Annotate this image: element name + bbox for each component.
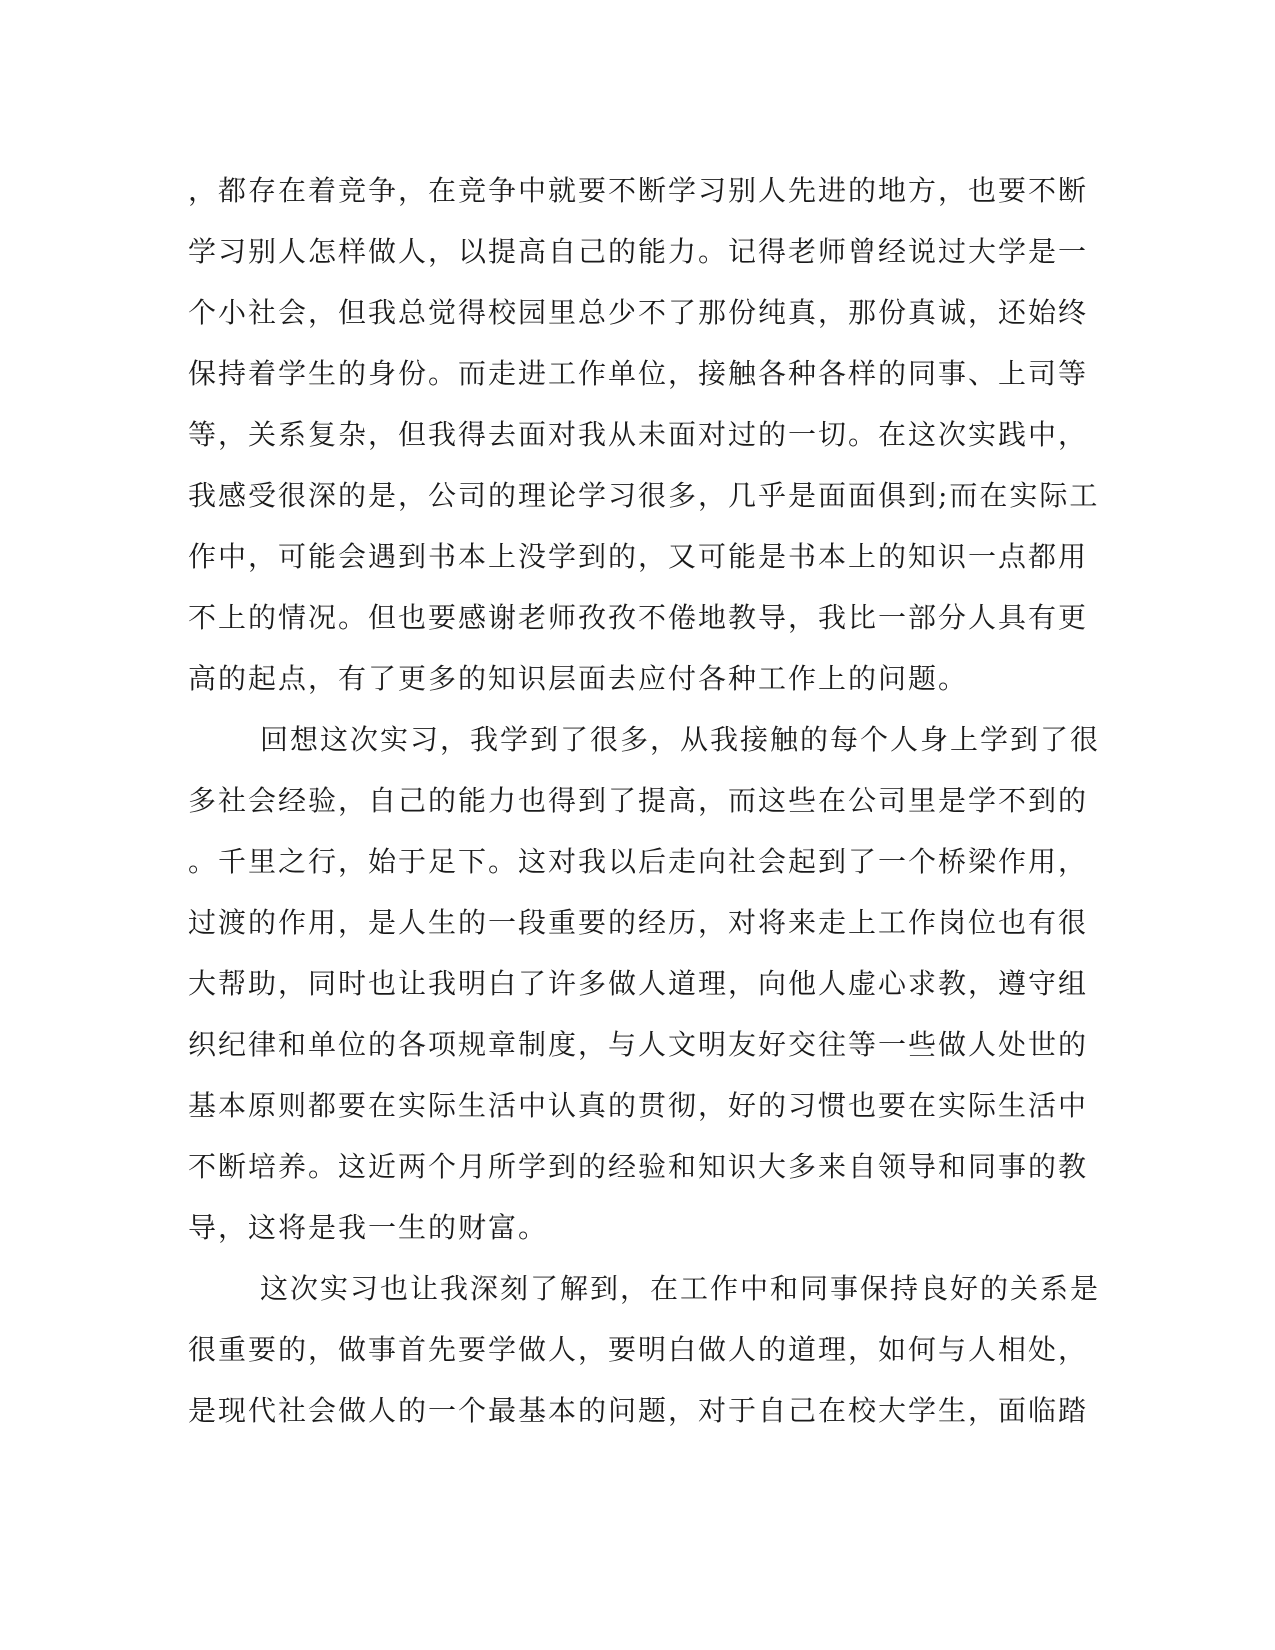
text-line: 多社会经验，自己的能力也得到了提高，而这些在公司里是学不到的 [188,784,1089,817]
text-line: 学习别人怎样做人，以提高自己的能力。记得老师曾经说过大学是一 [188,235,1089,268]
text-line: 高的起点，有了更多的知识层面去应付各种工作上的问题。 [188,662,969,695]
text-line: 作中，可能会遇到书本上没学到的，又可能是书本上的知识一点都用 [188,540,1089,573]
text-line: 。千里之行，始于足下。这对我以后走向社会起到了一个桥梁作用， [188,845,1089,878]
text-line: 基本原则都要在实际生活中认真的贯彻，好的习惯也要在实际生活中 [188,1089,1089,1122]
text-line: 很重要的，做事首先要学做人，要明白做人的道理，如何与人相处， [188,1333,1089,1366]
paragraph-1 [188,160,1100,709]
text-line: 织纪律和单位的各项规章制度，与人文明友好交往等一些做人处世的 [188,1028,1089,1061]
text-line-indented: 这次实习也让我深刻了解到，在工作中和同事保持良好的关系是 [260,1272,1101,1305]
paragraph-3 [188,1258,1101,1441]
text-line: 个小社会，但我总觉得校园里总少不了那份纯真，那份真诚，还始终 [188,296,1089,329]
text-line: 等，关系复杂，但我得去面对我从未面对过的一切。在这次实践中， [188,418,1089,451]
text-line: 不上的情况。但也要感谢老师孜孜不倦地教导，我比一部分人具有更 [188,601,1089,634]
text-line: 大帮助，同时也让我明白了许多做人道理，向他人虚心求教，遵守组 [188,967,1089,1000]
paragraph-2 [188,709,1101,1258]
text-line: 我感受很深的是，公司的理论学习很多，几乎是面面俱到;而在实际工 [188,479,1100,512]
text-line: 保持着学生的身份。而走进工作单位，接触各种各样的同事、上司等 [188,357,1089,390]
text-line: 导，这将是我一生的财富。 [188,1211,549,1244]
document-body [188,160,1101,1441]
text-line: 过渡的作用，是人生的一段重要的经历，对将来走上工作岗位也有很 [188,906,1089,939]
text-line: 不断培养。这近两个月所学到的经验和知识大多来自领导和同事的教 [188,1150,1089,1183]
text-line: ，都存在着竞争，在竞争中就要不断学习别人先进的地方，也要不断 [188,174,1089,207]
text-line: 是现代社会做人的一个最基本的问题，对于自己在校大学生，面临踏 [188,1394,1089,1427]
text-line-indented: 回想这次实习，我学到了很多，从我接触的每个人身上学到了很 [260,723,1101,756]
